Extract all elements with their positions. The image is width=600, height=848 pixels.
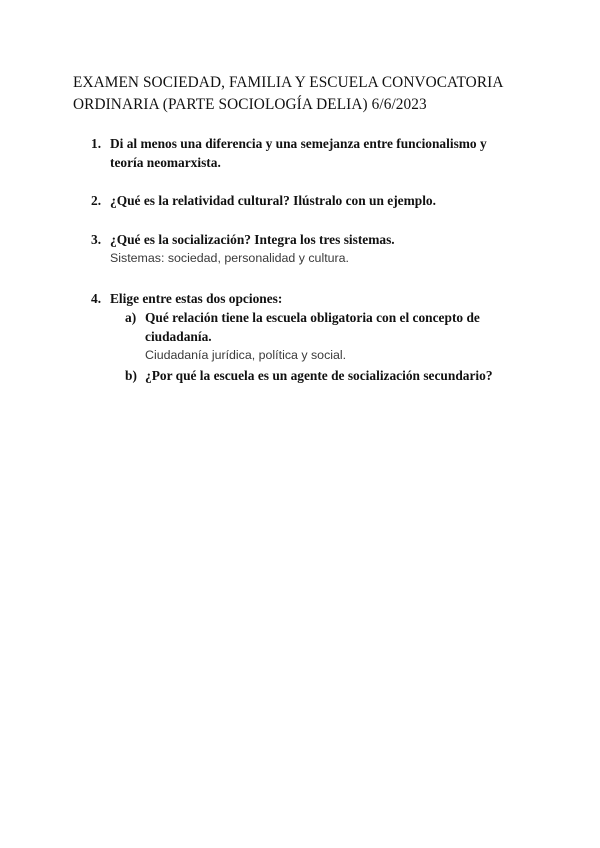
question-4-number: 4. [91,291,102,306]
question-4-line-1: Elige entre estas dos opciones: [110,291,283,306]
option-b-letter: b) [125,368,137,383]
option-a-line-2: ciudadanía. [145,329,212,344]
question-1-number: 1. [91,136,102,151]
question-3-line-1: ¿Qué es la socialización? Integra los tres sistemas. [110,232,395,247]
question-2-line-1: ¿Qué es la relatividad cultural? Ilústralo con un ejemplo. [110,193,436,208]
question-3-note: Sistemas: sociedad, personalidad y cultura. [110,251,349,265]
question-1-line-1: Di al menos una diferencia y una semejanza entre funcionalismo y [110,136,487,151]
exam-title [73,72,543,116]
option-a-note: Ciudadanía jurídica, política y social. [145,348,347,362]
exam-title-line-2: ORDINARIA (PARTE SOCIOLOGÍA DELIA) 6/6/2023 [73,96,427,113]
exam-title-line-1: EXAMEN SOCIEDAD, FAMILIA Y ESCUELA CONVOCATORIA [73,74,504,91]
question-3-number: 3. [91,232,102,247]
question-2-number: 2. [91,193,102,208]
option-b-line-1: ¿Por qué la escuela es un agente de socialización secundario? [145,368,493,383]
option-a-letter: a) [125,310,137,325]
question-1-line-2: teoría neomarxista. [110,155,221,170]
option-a-line-1: Qué relación tiene la escuela obligatoria con el concepto de [145,310,480,325]
